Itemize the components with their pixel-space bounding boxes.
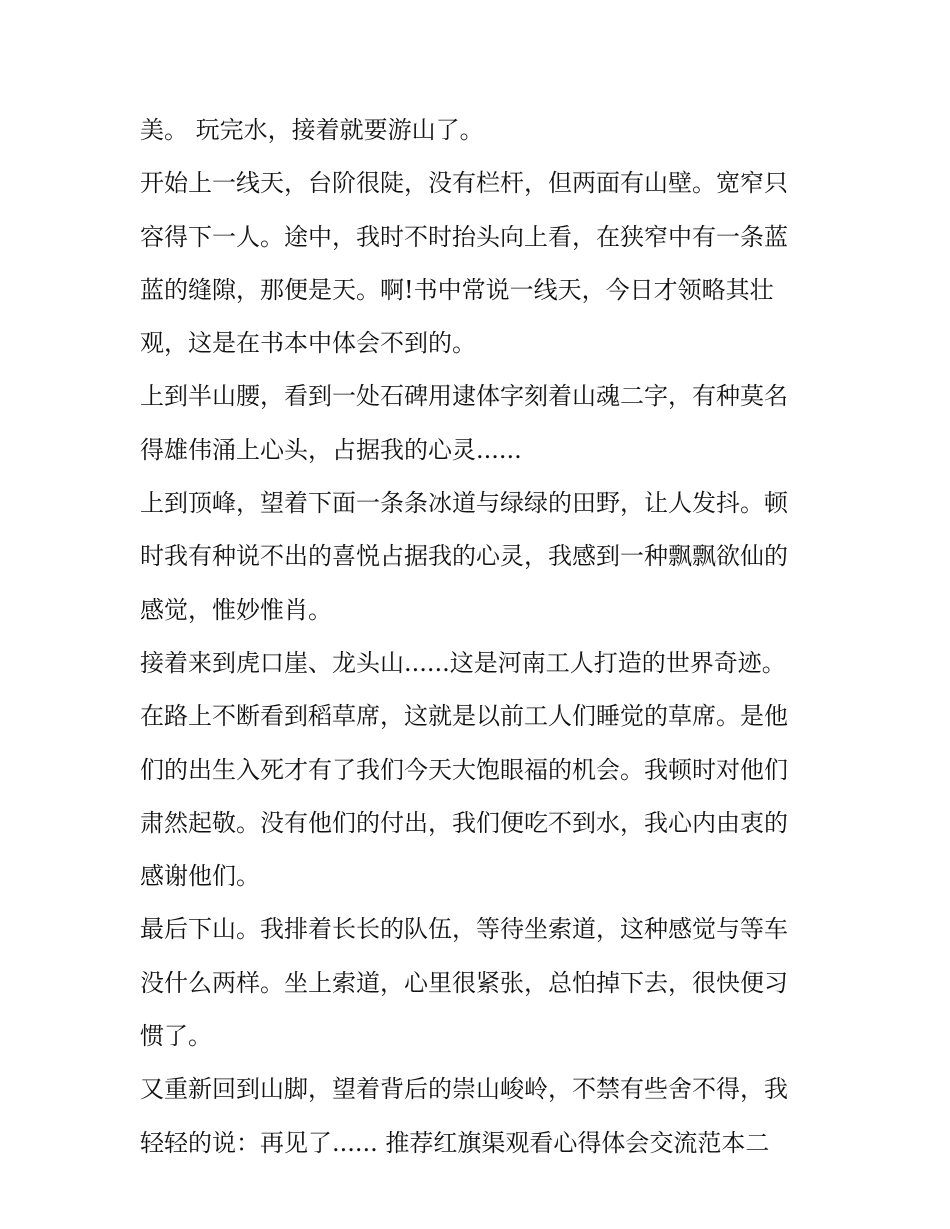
text-line: 又重新回到山脚，望着背后的崇山峻岭，不禁有些舍不得，我	[140, 1075, 788, 1104]
text-line: 容得下一人。途中，我时不时抬头向上看，在狭窄中有一条蓝	[140, 222, 788, 251]
text-line: 轻轻的说：再见了...... 推荐红旗渠观看心得体会交流范本二	[140, 1128, 770, 1157]
text-line: 上到顶峰，望着下面一条条冰道与绿绿的田野，让人发抖。顿	[140, 489, 788, 518]
text-line: 在路上不断看到稻草席，这就是以前工人们睡觉的草席。是他	[140, 702, 788, 731]
text-line: 没什么两样。坐上索道，心里很紧张，总怕掉下去，很快便习	[140, 968, 788, 997]
text-line: 上到半山腰，看到一处石碑用逮体字刻着山魂二字，有种莫名	[140, 382, 788, 411]
text-line: 感觉，惟妙惟肖。	[140, 595, 332, 624]
text-line: 惯了。	[140, 1022, 212, 1051]
text-line: 感谢他们。	[140, 862, 260, 891]
text-line: 蓝的缝隙，那便是天。啊!书中常说一线天，今日才领略其壮	[140, 275, 774, 304]
text-line: 开始上一线天，台阶很陡，没有栏杆，但两面有山壁。宽窄只	[140, 169, 788, 198]
text-line: 得雄伟涌上心头，占据我的心灵......	[140, 435, 522, 464]
text-line: 们的出生入死才有了我们今天大饱眼福的机会。我顿时对他们	[140, 755, 788, 784]
text-line: 时我有种说不出的喜悦占据我的心灵，我感到一种飘飘欲仙的	[140, 542, 788, 571]
document-body	[140, 104, 830, 1170]
text-line: 接着来到虎口崖、龙头山......这是河南工人打造的世界奇迹。	[140, 648, 786, 677]
text-line: 最后下山。我排着长长的队伍，等待坐索道，这种感觉与等车	[140, 915, 788, 944]
text-line: 肃然起敬。没有他们的付出，我们便吃不到水，我心内由衷的	[140, 808, 788, 837]
text-line: 美。 玩完水，接着就要游山了。	[140, 116, 484, 144]
text-line: 观，这是在书本中体会不到的。	[140, 329, 476, 358]
